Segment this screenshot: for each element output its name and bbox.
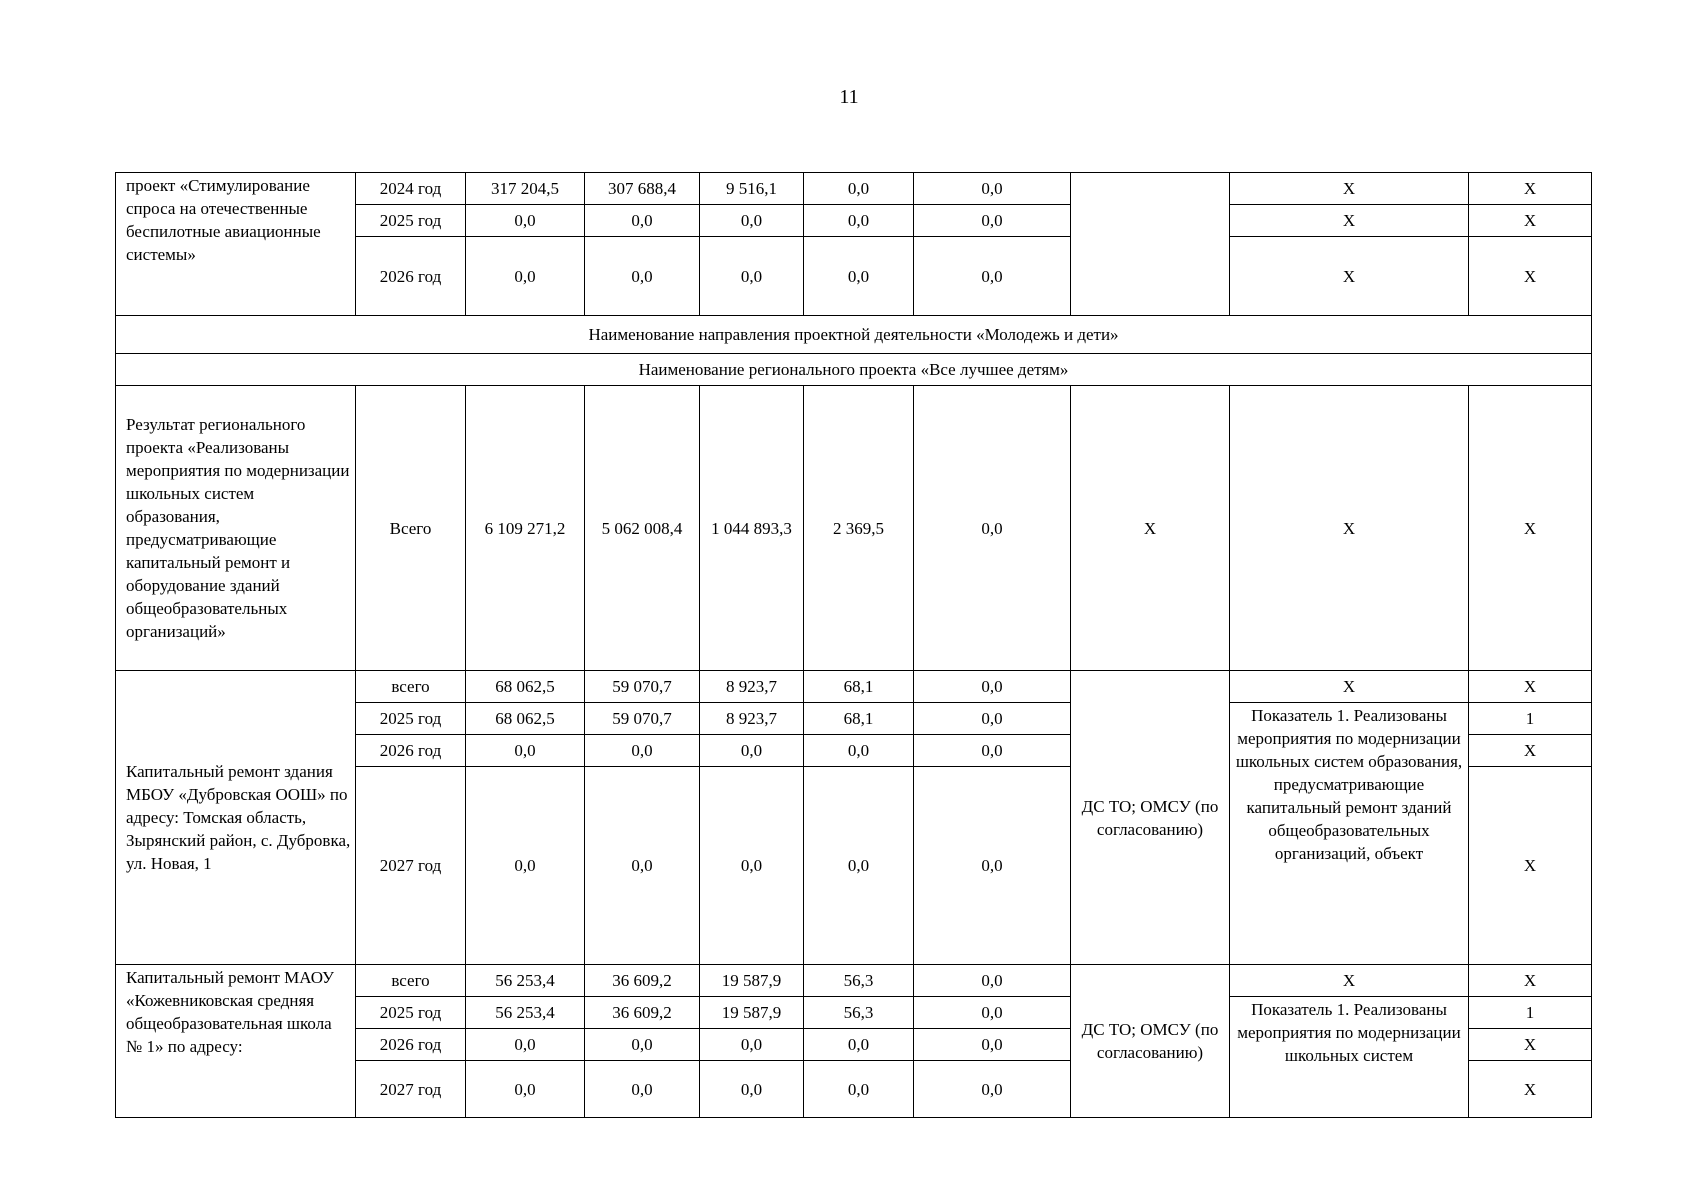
regional-budget-cell: 0,0 (700, 1029, 804, 1061)
indicator-cell: Х (1230, 671, 1469, 703)
period-cell: 2027 год (356, 1061, 466, 1118)
local-budget-cell: 0,0 (804, 237, 914, 316)
federal-budget-cell: 0,0 (585, 205, 700, 237)
extra-budget-cell: 0,0 (914, 965, 1071, 997)
period-cell: 2025 год (356, 205, 466, 237)
regional-budget-cell: 0,0 (700, 237, 804, 316)
page-number: 11 (839, 86, 859, 108)
executor-cell: ДС ТО; ОМСУ (по согласованию) (1071, 965, 1230, 1118)
federal-budget-cell: 36 609,2 (585, 997, 700, 1029)
regional-budget-cell: 0,0 (700, 767, 804, 965)
period-cell: всего (356, 671, 466, 703)
indicator-value-cell: Х (1469, 205, 1592, 237)
local-budget-cell: 56,3 (804, 965, 914, 997)
federal-budget-cell: 0,0 (585, 1061, 700, 1118)
local-budget-cell: 0,0 (804, 1029, 914, 1061)
executor-cell (1071, 173, 1230, 316)
local-budget-cell: 2 369,5 (804, 386, 914, 671)
table-row (116, 965, 1592, 997)
indicator-value-cell: Х (1469, 671, 1592, 703)
regional-budget-cell: 0,0 (700, 1061, 804, 1118)
indicator-value-cell: Х (1469, 1061, 1592, 1118)
local-budget-cell: 0,0 (804, 1061, 914, 1118)
regional-budget-cell: 19 587,9 (700, 997, 804, 1029)
federal-budget-cell: 0,0 (585, 237, 700, 316)
period-cell: 2024 год (356, 173, 466, 205)
period-cell: Всего (356, 386, 466, 671)
federal-budget-cell: 59 070,7 (585, 703, 700, 735)
period-cell: всего (356, 965, 466, 997)
regional-budget-cell: 8 923,7 (700, 703, 804, 735)
total-cell: 0,0 (466, 735, 585, 767)
total-cell: 0,0 (466, 205, 585, 237)
object-name-cell: Капитальный ремонт МАОУ «Кожевниковская средняя общеобразовательная школа № 1» по адресу: (116, 965, 356, 1118)
period-cell: 2026 год (356, 1029, 466, 1061)
project-header: Наименование регионального проекта «Все лучшее детям» (116, 354, 1592, 386)
indicator-cell: Х (1230, 386, 1469, 671)
project-name-cell: проект «Стимулирование спроса на отечественные беспилотные авиационные системы» (116, 173, 356, 316)
indicator-cell: Х (1230, 237, 1469, 316)
local-budget-cell: 68,1 (804, 671, 914, 703)
total-cell: 56 253,4 (466, 997, 585, 1029)
local-budget-cell: 0,0 (804, 173, 914, 205)
federal-budget-cell: 36 609,2 (585, 965, 700, 997)
indicator-value-cell: Х (1469, 735, 1592, 767)
indicator-value-cell: Х (1469, 173, 1592, 205)
regional-budget-cell: 1 044 893,3 (700, 386, 804, 671)
indicator-cell: Показатель 1. Реализованы мероприятия по модернизации школьных систем образования, предусматривающие капитальный ремонт зданий общеобразовательных организаций, объект (1230, 703, 1469, 965)
regional-budget-cell: 0,0 (700, 205, 804, 237)
federal-budget-cell: 59 070,7 (585, 671, 700, 703)
period-cell: 2025 год (356, 997, 466, 1029)
table-row (116, 173, 1592, 205)
section-header-row (116, 354, 1592, 386)
federal-budget-cell: 307 688,4 (585, 173, 700, 205)
executor-cell: ДС ТО; ОМСУ (по согласованию) (1071, 671, 1230, 965)
total-cell: 317 204,5 (466, 173, 585, 205)
extra-budget-cell: 0,0 (914, 735, 1071, 767)
federal-budget-cell: 0,0 (585, 1029, 700, 1061)
period-cell: 2027 год (356, 767, 466, 965)
extra-budget-cell: 0,0 (914, 767, 1071, 965)
extra-budget-cell: 0,0 (914, 173, 1071, 205)
executor-cell: Х (1071, 386, 1230, 671)
federal-budget-cell: 0,0 (585, 735, 700, 767)
period-cell: 2026 год (356, 735, 466, 767)
period-cell: 2026 год (356, 237, 466, 316)
indicator-value-cell: Х (1469, 965, 1592, 997)
federal-budget-cell: 5 062 008,4 (585, 386, 700, 671)
indicator-value-cell: Х (1469, 237, 1592, 316)
indicator-value-cell: Х (1469, 1029, 1592, 1061)
extra-budget-cell: 0,0 (914, 997, 1071, 1029)
extra-budget-cell: 0,0 (914, 386, 1071, 671)
regional-budget-cell: 8 923,7 (700, 671, 804, 703)
indicator-cell: Показатель 1. Реализованы мероприятия по модернизации школьных систем (1230, 997, 1469, 1118)
local-budget-cell: 0,0 (804, 735, 914, 767)
indicator-value-cell: 1 (1469, 997, 1592, 1029)
extra-budget-cell: 0,0 (914, 1061, 1071, 1118)
indicator-value-cell: Х (1469, 386, 1592, 671)
budget-table (115, 172, 1592, 1118)
indicator-value-cell: 1 (1469, 703, 1592, 735)
object-name-cell: Капитальный ремонт здания МБОУ «Дубровская ООШ» по адресу: Томская область, Зырянский район, с. Дубровка, ул. Новая, 1 (116, 671, 356, 965)
extra-budget-cell: 0,0 (914, 237, 1071, 316)
local-budget-cell: 56,3 (804, 997, 914, 1029)
regional-budget-cell: 9 516,1 (700, 173, 804, 205)
indicator-cell: Х (1230, 173, 1469, 205)
extra-budget-cell: 0,0 (914, 1029, 1071, 1061)
local-budget-cell: 0,0 (804, 205, 914, 237)
total-cell: 0,0 (466, 237, 585, 316)
direction-header: Наименование направления проектной деятельности «Молодежь и дети» (116, 316, 1592, 354)
total-cell: 6 109 271,2 (466, 386, 585, 671)
extra-budget-cell: 0,0 (914, 671, 1071, 703)
federal-budget-cell: 0,0 (585, 767, 700, 965)
total-cell: 68 062,5 (466, 671, 585, 703)
indicator-cell: Х (1230, 965, 1469, 997)
indicator-cell: Х (1230, 205, 1469, 237)
total-cell: 68 062,5 (466, 703, 585, 735)
period-cell: 2025 год (356, 703, 466, 735)
local-budget-cell: 68,1 (804, 703, 914, 735)
total-cell: 0,0 (466, 767, 585, 965)
regional-budget-cell: 0,0 (700, 735, 804, 767)
local-budget-cell: 0,0 (804, 767, 914, 965)
table-row (116, 671, 1592, 703)
total-cell: 0,0 (466, 1029, 585, 1061)
total-cell: 56 253,4 (466, 965, 585, 997)
result-name-cell: Результат регионального проекта «Реализованы мероприятия по модернизации школьных систем образования, предусматривающие капитальный ремонт и оборудование зданий общеобразовательных организаций» (116, 386, 356, 671)
extra-budget-cell: 0,0 (914, 703, 1071, 735)
section-header-row (116, 316, 1592, 354)
table-row (116, 386, 1592, 671)
total-cell: 0,0 (466, 1061, 585, 1118)
extra-budget-cell: 0,0 (914, 205, 1071, 237)
indicator-value-cell: Х (1469, 767, 1592, 965)
regional-budget-cell: 19 587,9 (700, 965, 804, 997)
